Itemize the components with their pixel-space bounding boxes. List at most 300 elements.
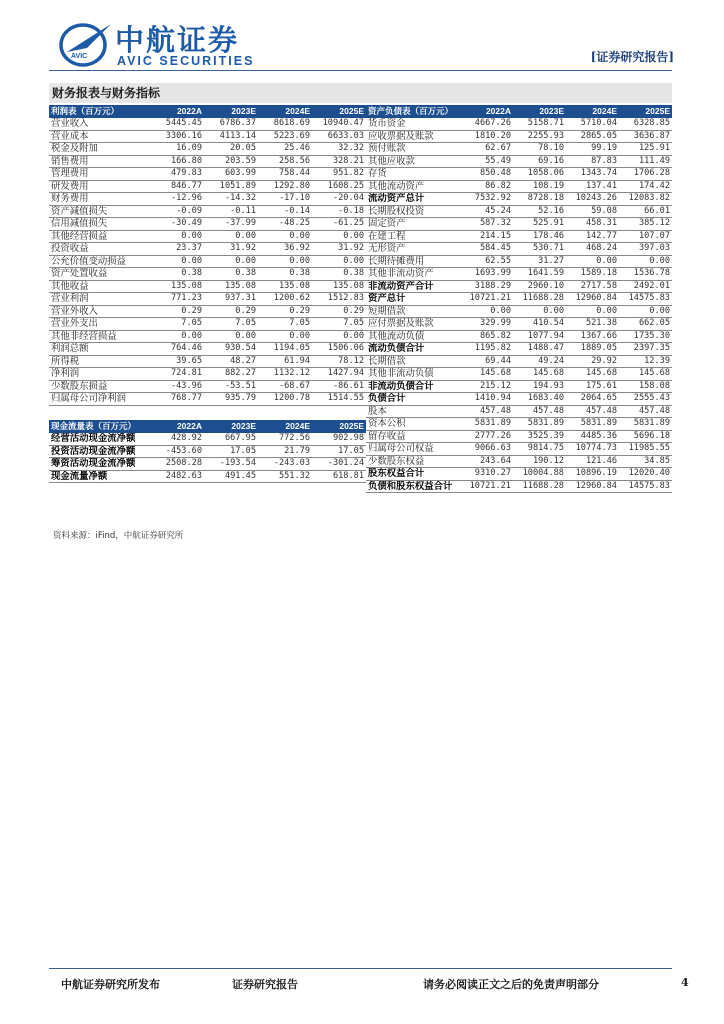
row-value: 410.54 (513, 318, 566, 331)
row-label: 其他非经营损益 (49, 330, 150, 343)
row-value: 25.46 (258, 143, 312, 156)
row-value: 62.67 (460, 143, 513, 156)
row-value: 69.44 (460, 355, 513, 368)
row-value: 121.46 (566, 455, 619, 468)
row-value: 29.92 (566, 355, 619, 368)
table-row (366, 318, 672, 331)
column-header-year: 2024E (258, 420, 312, 433)
row-value: 458.31 (566, 218, 619, 231)
row-value: 135.08 (150, 280, 204, 293)
row-value: 724.81 (150, 368, 204, 381)
row-value: 2717.58 (566, 280, 619, 293)
row-value: 0.29 (150, 305, 204, 318)
row-label: 经营活动现金流净额 (49, 433, 150, 445)
row-value: 16.09 (150, 143, 204, 156)
table-row (366, 305, 672, 318)
row-value: 2255.93 (513, 130, 566, 143)
row-value: 5831.89 (566, 418, 619, 431)
row-value: 457.48 (513, 405, 566, 418)
row-label: 负债合计 (366, 393, 460, 406)
column-header-label: 利润表（百万元） (49, 105, 150, 118)
row-value: 194.93 (513, 380, 566, 393)
row-value: 1488.47 (513, 343, 566, 356)
table-row (366, 193, 672, 206)
row-value: 190.12 (513, 455, 566, 468)
row-label: 归属母公司净利润 (49, 393, 150, 406)
column-header-year: 2023E (204, 105, 258, 118)
row-label: 其他应收款 (366, 155, 460, 168)
row-value: 17.05 (312, 445, 366, 458)
row-value: 14575.83 (619, 480, 672, 493)
row-label: 股东权益合计 (366, 468, 460, 481)
row-value: 10896.19 (566, 468, 619, 481)
table-row (366, 330, 672, 343)
row-value: 10774.73 (566, 443, 619, 456)
row-label: 其他经营损益 (49, 230, 150, 243)
row-value: 7.05 (312, 318, 366, 331)
table-row (49, 445, 366, 458)
table-row (366, 255, 672, 268)
table-row (366, 130, 672, 143)
column-header-year: 2025E (312, 105, 366, 118)
row-value: 397.03 (619, 243, 672, 256)
row-label: 长期借款 (366, 355, 460, 368)
row-value: 36.92 (258, 243, 312, 256)
table-row (366, 418, 672, 431)
row-label: 研发费用 (49, 180, 150, 193)
row-value: 850.48 (460, 168, 513, 181)
row-value: 5831.89 (460, 418, 513, 431)
row-value: 1889.05 (566, 343, 619, 356)
table-row (49, 380, 366, 393)
row-label: 预付账款 (366, 143, 460, 156)
row-value: 1608.25 (312, 180, 366, 193)
section-title: 财务报表与财务指标 (49, 83, 672, 103)
row-value: 1536.78 (619, 268, 672, 281)
row-value: 0.29 (258, 305, 312, 318)
row-value: 1514.55 (312, 393, 366, 406)
table-row (49, 168, 366, 181)
row-value: 3525.39 (513, 430, 566, 443)
row-value: 20.05 (204, 143, 258, 156)
row-value: 12083.82 (619, 193, 672, 206)
row-value: 935.79 (204, 393, 258, 406)
row-value: 62.55 (460, 255, 513, 268)
row-value: 203.59 (204, 155, 258, 168)
row-value: 11688.28 (513, 480, 566, 493)
row-value: 10243.26 (566, 193, 619, 206)
table-row (366, 405, 672, 418)
row-value: 1077.94 (513, 330, 566, 343)
row-value: 882.27 (204, 368, 258, 381)
row-value: 0.00 (619, 255, 672, 268)
row-label: 流动资产总计 (366, 193, 460, 206)
row-value: 145.68 (460, 368, 513, 381)
row-value: 5158.71 (513, 118, 566, 130)
row-value: 1058.06 (513, 168, 566, 181)
row-value: -0.09 (150, 205, 204, 218)
row-value: 10721.21 (460, 293, 513, 306)
row-label: 营业外支出 (49, 318, 150, 331)
row-value: 145.68 (619, 368, 672, 381)
row-value: 9310.27 (460, 468, 513, 481)
row-value: -14.32 (204, 193, 258, 206)
row-value: 0.38 (258, 268, 312, 281)
row-value: 145.68 (566, 368, 619, 381)
column-header-year: 2025E (312, 420, 366, 433)
row-value: -193.54 (204, 458, 258, 471)
row-label: 其他非流动资产 (366, 268, 460, 281)
row-value: 135.08 (312, 280, 366, 293)
row-value: 1367.66 (566, 330, 619, 343)
row-value: 1706.28 (619, 168, 672, 181)
row-value: 142.77 (566, 230, 619, 243)
row-value: 10721.21 (460, 480, 513, 493)
row-value: 2555.43 (619, 393, 672, 406)
row-label: 销售费用 (49, 155, 150, 168)
row-value: 5696.18 (619, 430, 672, 443)
row-value: 6786.37 (204, 118, 258, 130)
row-value: 5831.89 (513, 418, 566, 431)
row-value: 32.32 (312, 143, 366, 156)
table-row (49, 155, 366, 168)
table-row (366, 293, 672, 306)
row-value: 107.07 (619, 230, 672, 243)
row-label: 长期待摊费用 (366, 255, 460, 268)
cashflow-header-row (49, 420, 366, 433)
row-label: 筹资活动现金流净额 (49, 458, 150, 471)
row-value: 846.77 (150, 180, 204, 193)
table-row (49, 180, 366, 193)
row-label: 营业成本 (49, 130, 150, 143)
row-label: 应收票据及账款 (366, 130, 460, 143)
table-row (366, 455, 672, 468)
row-value: 86.82 (460, 180, 513, 193)
table-row (366, 205, 672, 218)
row-value: 1810.20 (460, 130, 513, 143)
header-divider (49, 70, 672, 71)
table-row (49, 470, 366, 483)
table-row (49, 293, 366, 306)
row-value: 125.91 (619, 143, 672, 156)
report-type-tag: [证券研究报告] (590, 50, 674, 64)
row-value: 1410.94 (460, 393, 513, 406)
row-value: 0.00 (312, 230, 366, 243)
table-row (49, 218, 366, 231)
table-row (49, 330, 366, 343)
company-logo (57, 18, 257, 68)
row-value: 59.08 (566, 205, 619, 218)
row-label: 净利润 (49, 368, 150, 381)
row-value: 0.00 (258, 330, 312, 343)
row-value: 1589.18 (566, 268, 619, 281)
table-row (366, 218, 672, 231)
balance-sheet-table (366, 105, 672, 493)
column-header-year: 2023E (513, 105, 566, 118)
row-value: 0.00 (150, 255, 204, 268)
row-value: 2960.10 (513, 280, 566, 293)
row-value: -301.24 (312, 458, 366, 471)
row-value: 1512.83 (312, 293, 366, 306)
row-value: 3636.87 (619, 130, 672, 143)
row-value: 0.00 (619, 305, 672, 318)
avic-logo-icon (57, 18, 115, 68)
row-value: 7.05 (204, 318, 258, 331)
row-value: 584.45 (460, 243, 513, 256)
row-value: 0.00 (566, 255, 619, 268)
row-value: 2865.05 (566, 130, 619, 143)
row-value: -86.61 (312, 380, 366, 393)
data-source-note: 资料来源：iFind，中航证券研究所 (53, 531, 184, 541)
logo-mark-text: AVIC (71, 53, 88, 60)
footer-disclaimer: 请务必阅读正文之后的免责声明部分 (423, 978, 599, 991)
page-number: 4 (681, 976, 689, 989)
row-value: 491.45 (204, 470, 258, 483)
column-header-year: 2023E (204, 420, 258, 433)
row-value: 1200.78 (258, 393, 312, 406)
row-value: 0.38 (312, 268, 366, 281)
table-row (366, 230, 672, 243)
table-row (366, 355, 672, 368)
row-value: 1506.06 (312, 343, 366, 356)
row-value: 329.99 (460, 318, 513, 331)
row-label: 税金及附加 (49, 143, 150, 156)
row-label: 营业外收入 (49, 305, 150, 318)
row-value: 0.29 (312, 305, 366, 318)
column-header-year: 2024E (258, 105, 312, 118)
row-value: 1683.40 (513, 393, 566, 406)
table-row (49, 393, 366, 406)
row-value: 1292.80 (258, 180, 312, 193)
row-value: 5710.04 (566, 118, 619, 130)
table-row (366, 168, 672, 181)
row-value: 1343.74 (566, 168, 619, 181)
income-statement-table (49, 105, 366, 406)
row-value: 17.05 (204, 445, 258, 458)
row-label: 无形资产 (366, 243, 460, 256)
table-row (366, 243, 672, 256)
table-row (49, 458, 366, 471)
row-label: 其他收益 (49, 280, 150, 293)
row-value: -43.96 (150, 380, 204, 393)
row-label: 长期股权投资 (366, 205, 460, 218)
row-value: 551.32 (258, 470, 312, 483)
row-value: 61.94 (258, 355, 312, 368)
row-value: 7532.92 (460, 193, 513, 206)
row-value: 0.00 (204, 230, 258, 243)
row-value: 39.65 (150, 355, 204, 368)
footer-report-type: 证券研究报告 (232, 978, 298, 991)
row-label: 现金流量净额 (49, 470, 150, 483)
row-value: 2492.01 (619, 280, 672, 293)
table-row (49, 368, 366, 381)
row-value: 158.08 (619, 380, 672, 393)
row-value: 525.91 (513, 218, 566, 231)
row-value: 7.05 (150, 318, 204, 331)
row-label: 其他流动资产 (366, 180, 460, 193)
row-value: 428.92 (150, 433, 204, 445)
table-row (49, 193, 366, 206)
row-value: -20.04 (312, 193, 366, 206)
row-label: 信用减值损失 (49, 218, 150, 231)
row-label: 非流动负债合计 (366, 380, 460, 393)
table-row (366, 443, 672, 456)
row-value: -17.10 (258, 193, 312, 206)
row-value: -12.96 (150, 193, 204, 206)
row-value: 0.00 (204, 255, 258, 268)
row-value: 23.37 (150, 243, 204, 256)
table-row (366, 118, 672, 130)
row-value: 0.00 (312, 330, 366, 343)
row-value: 587.32 (460, 218, 513, 231)
row-value: 457.48 (460, 405, 513, 418)
row-value: 14575.83 (619, 293, 672, 306)
row-value: 662.05 (619, 318, 672, 331)
table-row (49, 318, 366, 331)
row-value: 951.82 (312, 168, 366, 181)
table-row (366, 180, 672, 193)
row-value: 4667.26 (460, 118, 513, 130)
row-value: 78.10 (513, 143, 566, 156)
footer-divider (49, 968, 672, 969)
row-value: 21.79 (258, 445, 312, 458)
row-value: 31.92 (204, 243, 258, 256)
row-value: 12960.84 (566, 480, 619, 493)
row-label: 存货 (366, 168, 460, 181)
row-label: 其他流动负债 (366, 330, 460, 343)
row-value: 1195.82 (460, 343, 513, 356)
row-value: 530.71 (513, 243, 566, 256)
row-value: 1194.05 (258, 343, 312, 356)
row-label: 公允价值变动损益 (49, 255, 150, 268)
row-value: 0.00 (204, 330, 258, 343)
row-value: 5445.45 (150, 118, 204, 130)
row-value: 99.19 (566, 143, 619, 156)
table-row (49, 243, 366, 256)
row-value: 10940.47 (312, 118, 366, 130)
row-value: 178.46 (513, 230, 566, 243)
row-value: 66.01 (619, 205, 672, 218)
table-row (49, 433, 366, 445)
row-value: 771.23 (150, 293, 204, 306)
row-value: 2482.63 (150, 470, 204, 483)
row-value: -0.11 (204, 205, 258, 218)
row-value: 468.24 (566, 243, 619, 256)
row-value: 758.44 (258, 168, 312, 181)
table-row (366, 380, 672, 393)
row-value: 45.24 (460, 205, 513, 218)
table-row (49, 355, 366, 368)
row-value: -0.14 (258, 205, 312, 218)
row-value: 328.21 (312, 155, 366, 168)
row-value: 9814.75 (513, 443, 566, 456)
row-value: 4113.14 (204, 130, 258, 143)
table-row (366, 480, 672, 493)
row-value: 214.15 (460, 230, 513, 243)
row-value: 521.38 (566, 318, 619, 331)
table-row (49, 118, 366, 130)
row-label: 在建工程 (366, 230, 460, 243)
row-label: 货币资金 (366, 118, 460, 130)
income-header-row (49, 105, 366, 118)
row-label: 流动负债合计 (366, 343, 460, 356)
row-value: 108.19 (513, 180, 566, 193)
row-value: 6633.03 (312, 130, 366, 143)
cashflow-statement-table (49, 420, 366, 483)
row-value: 12960.84 (566, 293, 619, 306)
row-value: 166.80 (150, 155, 204, 168)
row-value: 12020.40 (619, 468, 672, 481)
row-value: 3306.16 (150, 130, 204, 143)
row-value: 385.12 (619, 218, 672, 231)
table-row (49, 343, 366, 356)
row-value: 5223.69 (258, 130, 312, 143)
row-label: 利润总额 (49, 343, 150, 356)
row-value: 457.48 (566, 405, 619, 418)
row-label: 少数股东权益 (366, 455, 460, 468)
row-value: 34.85 (619, 455, 672, 468)
row-value: 0.00 (258, 230, 312, 243)
row-value: 12.39 (619, 355, 672, 368)
row-label: 负债和股东权益合计 (366, 480, 460, 493)
row-value: 457.48 (619, 405, 672, 418)
row-value: 2064.65 (566, 393, 619, 406)
row-value: 135.08 (204, 280, 258, 293)
row-value: 78.12 (312, 355, 366, 368)
table-row (366, 268, 672, 281)
row-value: 937.31 (204, 293, 258, 306)
row-value: 1735.30 (619, 330, 672, 343)
row-value: 55.49 (460, 155, 513, 168)
row-label: 所得税 (49, 355, 150, 368)
table-row (49, 230, 366, 243)
row-value: 52.16 (513, 205, 566, 218)
row-value: 1427.94 (312, 368, 366, 381)
table-row (366, 368, 672, 381)
row-value: -53.51 (204, 380, 258, 393)
table-row (366, 280, 672, 293)
column-header-year: 2024E (566, 105, 619, 118)
row-label: 股本 (366, 405, 460, 418)
table-row (366, 468, 672, 481)
row-value: 5831.89 (619, 418, 672, 431)
row-value: 8618.69 (258, 118, 312, 130)
row-value: 215.12 (460, 380, 513, 393)
row-value: 7.05 (258, 318, 312, 331)
table-row (366, 155, 672, 168)
row-label: 资本公积 (366, 418, 460, 431)
row-label: 非流动资产合计 (366, 280, 460, 293)
row-value: 0.00 (312, 255, 366, 268)
row-value: 1132.12 (258, 368, 312, 381)
row-value: 0.29 (204, 305, 258, 318)
row-value: -453.60 (150, 445, 204, 458)
row-value: 2508.28 (150, 458, 204, 471)
row-value: 865.82 (460, 330, 513, 343)
row-value: -37.99 (204, 218, 258, 231)
row-value: 69.16 (513, 155, 566, 168)
row-value: -61.25 (312, 218, 366, 231)
row-value: -68.67 (258, 380, 312, 393)
row-value: 258.56 (258, 155, 312, 168)
logo-english-name: AVIC SECURITIES (117, 54, 255, 68)
table-row (49, 143, 366, 156)
row-value: 174.42 (619, 180, 672, 193)
row-label: 管理费用 (49, 168, 150, 181)
row-value: 135.08 (258, 280, 312, 293)
row-label: 营业利润 (49, 293, 150, 306)
row-value: 31.92 (312, 243, 366, 256)
